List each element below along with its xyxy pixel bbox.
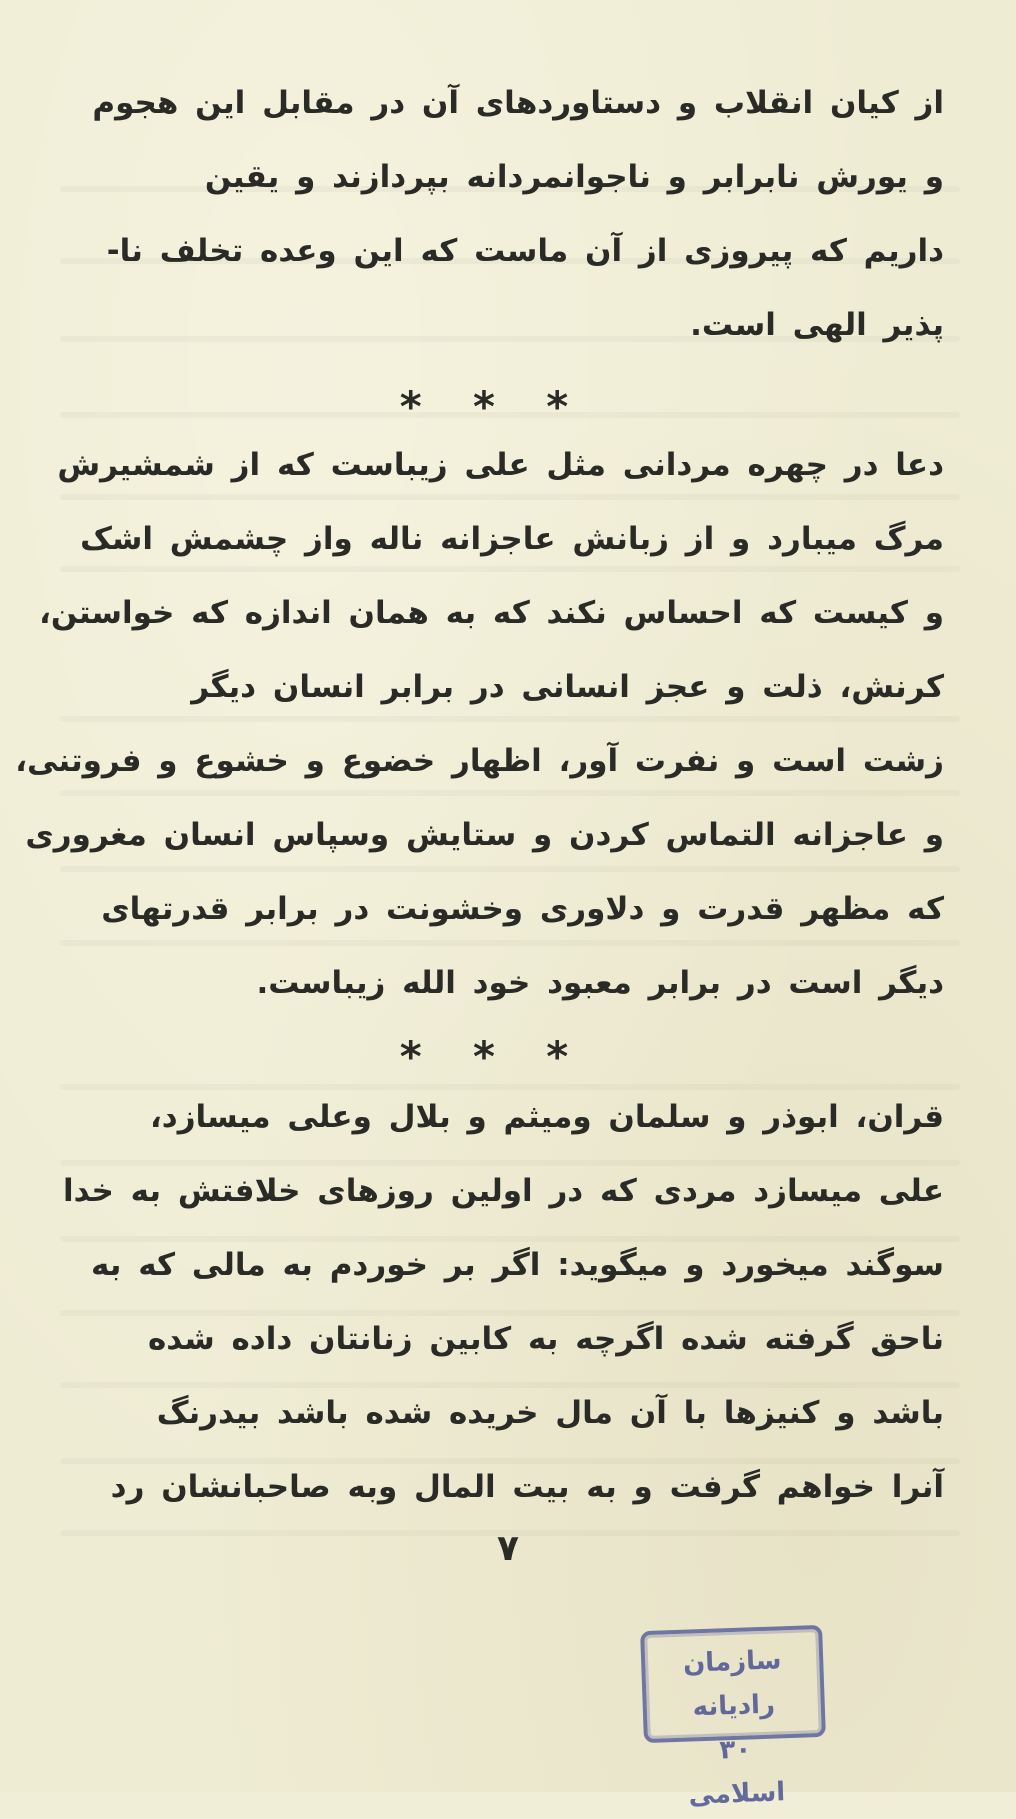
stamp-text: اسلامی (688, 1777, 786, 1811)
text-line: و عاجزانه التماس کردن و ستایش وسپاس انسان مغروری (25, 817, 944, 853)
text-line: ناحق گرفته شده اگرچه به کابین زنانتان داده شده (148, 1321, 944, 1357)
paragraph-3 (36, 1080, 944, 1524)
stamp-text: ۳۰ (718, 1734, 752, 1766)
text-line: داریم که پیروزی از آن ماست که این وعده تخلف نا- (106, 233, 944, 269)
text-line: سوگند میخورد و میگوید: اگر بر خوردم به مالی که به (91, 1247, 944, 1283)
paragraph-2 (15, 428, 944, 1020)
text-line: کرنش، ذلت و عجز انسانی در برابر انسان دیگر (191, 669, 944, 705)
text-line: زشت است و نفرت آور، اظهار خضوع و خشوع و فروتنی، (15, 743, 944, 779)
text-line: دعا در چهره مردانی مثل علی زیباست که از شمشیرش (57, 447, 944, 483)
text-line: دیگر است در برابر معبود خود الله زیباست. (256, 965, 944, 1001)
text-line: قران، ابوذر و سلمان ومیثم و بلال وعلی میسازد، (150, 1099, 944, 1135)
text-line: پذیر الهی است. (690, 307, 944, 343)
text-line: آنرا خواهم گرفت و به بیت المال وبه صاحبانشان رد (110, 1469, 944, 1505)
text-line: علی میسازد مردی که در اولین روزهای خلافتش به خدا (62, 1173, 944, 1209)
text-line: و یورش نابرابر و ناجوانمردانه بپردازند و یقین (204, 159, 944, 195)
text-line: مرگ میبارد و از زبانش عاجزانه ناله واز چشمش اشک (80, 521, 944, 557)
text-line: و کیست که احساس نکند که به همان اندازه که خواستن، (39, 595, 944, 631)
text-line: باشد و کنیزها با آن مال خریده شده باشد بیدرنگ (156, 1395, 944, 1431)
library-stamp (640, 1625, 826, 1811)
section-separator: *** (398, 382, 618, 431)
section-separator: *** (398, 1032, 618, 1081)
paragraph-1 (36, 66, 944, 362)
page-number: ۷ (497, 1528, 519, 1569)
text-line: که مظهر قدرت و دلاوری وخشونت در برابر قدرتهای (101, 891, 944, 927)
stamp-text: سازمان رادیانه (682, 1645, 782, 1723)
text-line: از کیان انقلاب و دستاوردهای آن در مقابل این هجوم (92, 85, 944, 121)
